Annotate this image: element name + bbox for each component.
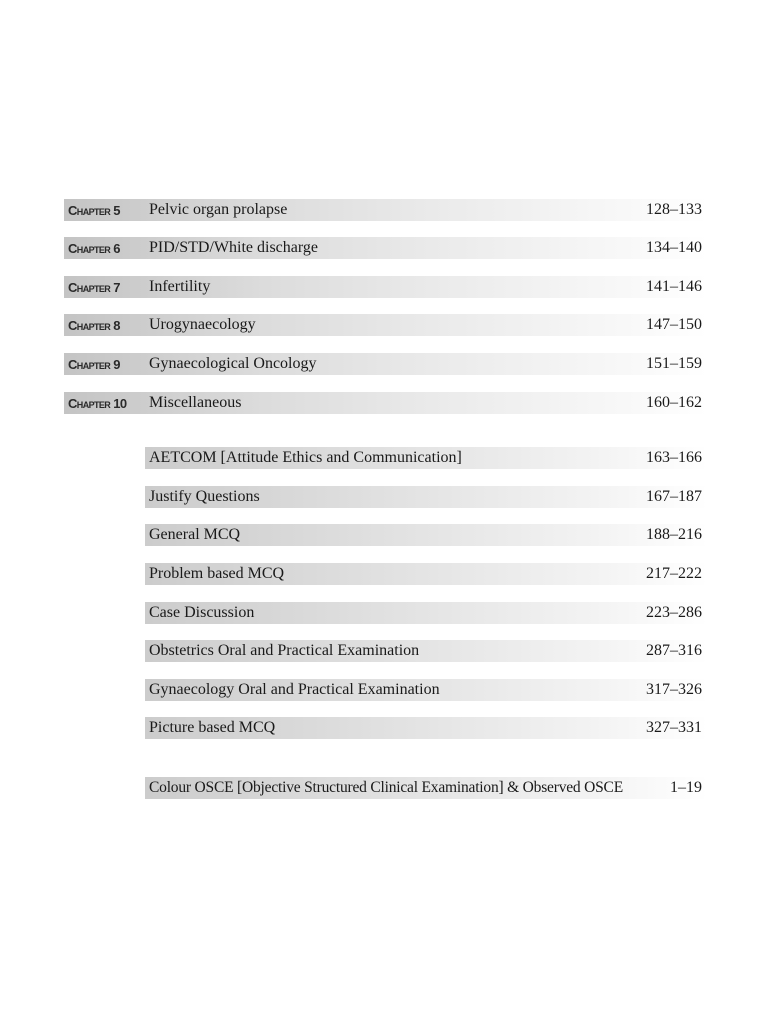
chapter-number: Chapter 8 xyxy=(68,317,120,333)
toc-section-row xyxy=(145,717,708,739)
page-range: 134–140 xyxy=(646,239,702,256)
toc-chapter-row xyxy=(64,314,708,336)
toc-chapter-row xyxy=(64,237,708,259)
page-range: 160–162 xyxy=(646,394,702,411)
chapter-number: Chapter 10 xyxy=(68,395,127,411)
section-title: General MCQ xyxy=(149,526,241,543)
page-range: 163–166 xyxy=(646,449,702,466)
page-range: 317–326 xyxy=(646,681,702,698)
page-range: 217–222 xyxy=(646,565,702,582)
toc-section-row xyxy=(145,486,708,508)
appendix-title: Colour OSCE [Objective Structured Clinical Examination] & Observed OSCE xyxy=(149,779,623,796)
page-range: 223–286 xyxy=(646,604,702,621)
page-range: 1–19 xyxy=(670,779,702,796)
chapter-title: PID/STD/White discharge xyxy=(149,239,319,256)
toc-section-row xyxy=(145,563,708,585)
chapter-number: Chapter 7 xyxy=(68,279,120,295)
chapter-number: Chapter 6 xyxy=(68,240,120,256)
page-range: 147–150 xyxy=(646,316,702,333)
toc-appendix-row xyxy=(145,777,708,799)
section-title: AETCOM [Attitude Ethics and Communication] xyxy=(149,449,462,466)
section-title: Problem based MCQ xyxy=(149,565,285,582)
chapter-title: Urogynaecology xyxy=(149,316,256,333)
section-title: Case Discussion xyxy=(149,604,255,621)
chapter-number: Chapter 5 xyxy=(68,202,120,218)
chapter-title: Pelvic organ prolapse xyxy=(149,201,288,218)
toc-chapter-row xyxy=(64,353,708,375)
chapter-number: Chapter 9 xyxy=(68,356,120,372)
section-title: Picture based MCQ xyxy=(149,719,276,736)
page-range: 141–146 xyxy=(646,278,702,295)
toc-section-row xyxy=(145,447,708,469)
toc-chapter-row xyxy=(64,392,708,414)
page-range: 327–331 xyxy=(646,719,702,736)
chapter-title: Infertility xyxy=(149,278,211,295)
page-range: 188–216 xyxy=(646,526,702,543)
toc-section-row xyxy=(145,679,708,701)
chapter-title: Gynaecological Oncology xyxy=(149,355,317,372)
toc-section-row xyxy=(145,524,708,546)
page-range: 151–159 xyxy=(646,355,702,372)
toc-chapter-row xyxy=(64,276,708,298)
page-range: 287–316 xyxy=(646,642,702,659)
chapter-title: Miscellaneous xyxy=(149,394,242,411)
page-range: 167–187 xyxy=(646,488,702,505)
section-title: Gynaecology Oral and Practical Examination xyxy=(149,681,440,698)
section-title: Justify Questions xyxy=(149,488,260,505)
toc-chapter-row xyxy=(64,199,708,221)
toc-section-row xyxy=(145,640,708,662)
page-range: 128–133 xyxy=(646,201,702,218)
section-title: Obstetrics Oral and Practical Examination xyxy=(149,642,420,659)
toc-section-row xyxy=(145,602,708,624)
